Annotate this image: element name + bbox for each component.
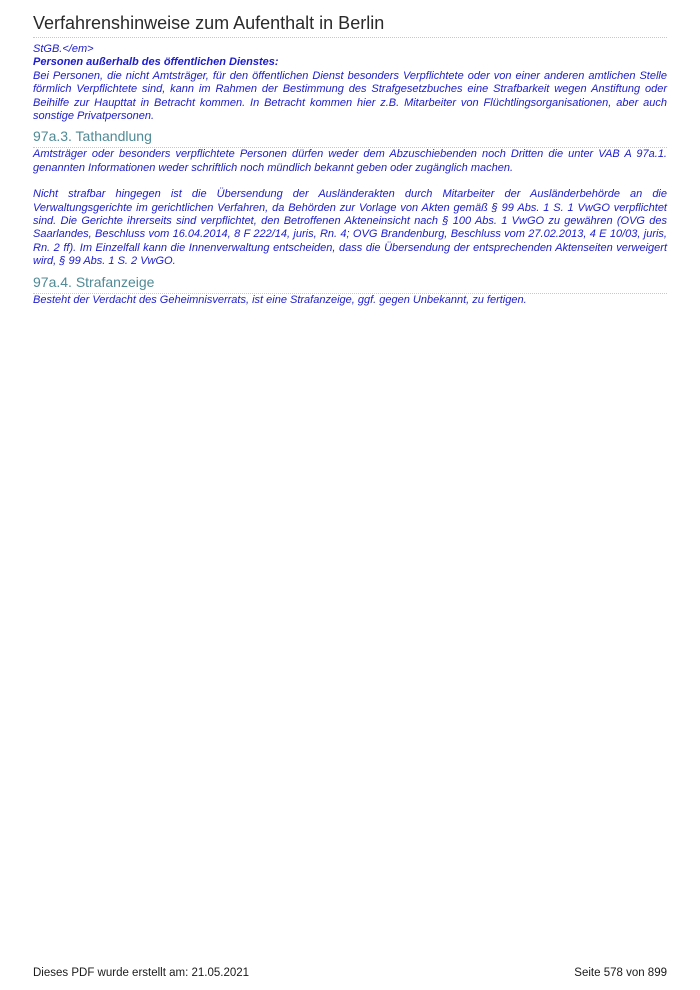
intro-fragment: StGB.</em> — [33, 43, 94, 55]
title-divider — [33, 37, 667, 38]
section-tathandlung-paragraph-2: Nicht strafbar hingegen ist die Übersendung der Ausländerakten durch Mitarbeiter der Ausländerbehörde an die Verwaltungsgerichte im gerichtlichen Verfahren, da Behörden zur Vorlage von Akten gemäß § 99 Abs. 1 S. 1 VwGO verpflichtet sind. Die Gerichte ihrerseits sind verpflichtet, den Betroffenen Akteneinsicht nach § 100 Abs. 1 VwGO zu gewähren (OVG des Saarlandes, Beschluss vom 16.04.2014, 8 F 222/14, juris, Rn. 4; OVG Brandenburg, Beschluss vom 27.02.2013, 4 E 10/03, juris, Rn. 2 ff). Im Einzelfall kann die Innenverwaltung entscheiden, dass die Übersendung der entsprechenden Aktenseiten verweigert wird, § 99 Abs. 1 S. 2 VwGO. — [33, 188, 667, 268]
page-title: Verfahrenshinweise zum Aufenthalt in Berlin — [33, 13, 385, 33]
section-heading-tathandlung: 97a.3. Tathandlung — [33, 128, 667, 148]
section-tathandlung-paragraph-1: Amtsträger oder besonders verpflichtete Personen dürfen weder dem Abzuschiebenden noch Dritten die unter VAB A 97a.1. genannten Informationen weder schriftlich noch mündlich bekannt geben oder zugänglich machen. — [33, 148, 667, 174]
paragraph-spacer — [33, 175, 667, 188]
footer-page-number: Seite 578 von 899 — [574, 967, 667, 979]
section-heading-strafanzeige: 97a.4. Strafanzeige — [33, 274, 667, 294]
intro-block — [33, 43, 667, 123]
section-tathandlung — [33, 128, 667, 268]
section-strafanzeige — [33, 274, 667, 307]
section-strafanzeige-paragraph-1: Besteht der Verdacht des Geheimnisverrats, ist eine Strafanzeige, ggf. gegen Unbekannt, zu fertigen. — [33, 293, 527, 306]
document-body — [33, 43, 667, 307]
intro-subheading — [33, 56, 667, 69]
intro-paragraph: Bei Personen, die nicht Amtsträger, für den öffentlichen Dienst besonders Verpflichtete oder von einer anderen amtlichen Stelle förmlich Verpflichtete sind, kann im Rahmen der Bestimmung des Strafgesetzbuches eine Strafbarkeit wegen Anstiftung oder Beihilfe zur Haupttat in Betracht kommen. In Betracht kommen hier z.B. Mitarbeiter von Flüchtlingsorganisationen, aber auch sonstige Privatpersonen. — [33, 69, 667, 123]
footer-created-date: Dieses PDF wurde erstellt am: 21.05.2021 — [33, 967, 250, 979]
intro-subheading-text: Personen außerhalb des öffentlichen Dienstes: — [33, 56, 279, 69]
